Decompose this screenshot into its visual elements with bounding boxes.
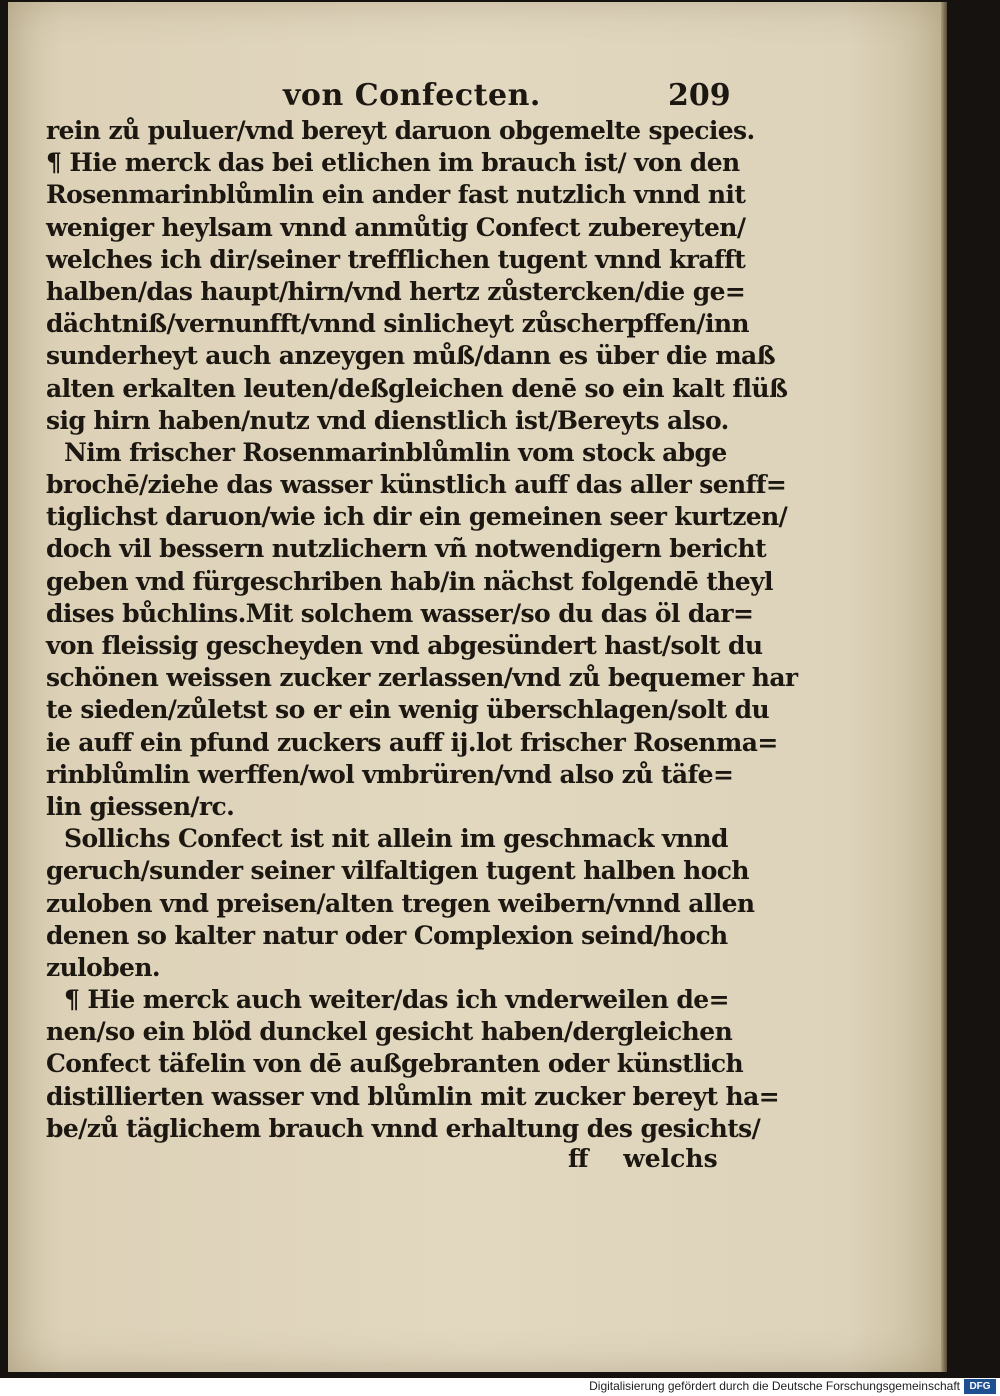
dfg-logo: DFG xyxy=(964,1379,996,1394)
catchword: welchs xyxy=(623,1144,718,1173)
text-line: halben/das haupt/hirn/vnd hertz zůstercken/die ge= xyxy=(46,276,746,306)
text-line: rinblůmlin werffen/wol vmbrüren/vnd also zů täfe= xyxy=(46,759,734,789)
text-line: zuloben vnd preisen/alten tregen weibern/vnnd allen xyxy=(46,888,755,918)
text-line: Rosenmarinblůmlin ein ander fast nutzlich vnnd nit xyxy=(46,180,746,210)
text-line: Nim frischer Rosenmarinblůmlin vom stock abge xyxy=(64,437,727,467)
text-line: weniger heylsam vnnd anmůtig Confect zubereyten/ xyxy=(46,212,746,242)
book-page xyxy=(8,2,941,1372)
text-line: alten erkalten leuten/deßgleichen denē so ein kalt flüß xyxy=(46,373,788,403)
text-line: ie auff ein pfund zuckers auff ij.lot frischer Rosenma= xyxy=(46,727,778,757)
signature-mark: ff xyxy=(568,1144,589,1173)
folio-number: 209 xyxy=(668,78,731,113)
text-line: be/zů täglichem brauch vnnd erhaltung des gesichts/ xyxy=(46,1113,761,1143)
text-line: welches ich dir/seiner trefflichen tugent vnnd krafft xyxy=(46,244,746,274)
text-line: distillierten wasser vnd blůmlin mit zucker bereyt ha= xyxy=(46,1081,780,1111)
text-line: sunderheyt auch anzeygen můß/dann es über die maß xyxy=(46,341,776,371)
text-line: geruch/sunder seiner vilfaltigen tugent halben hoch xyxy=(46,856,749,886)
text-line: ¶ Hie merck auch weiter/das ich vnderweilen de= xyxy=(64,985,729,1015)
text-line: dises bůchlins.Mit solchem wasser/so du das öl dar= xyxy=(46,598,754,628)
text-line: te sieden/zůletst so er ein wenig überschlagen/solt du xyxy=(46,695,770,725)
footer-bar xyxy=(0,1378,1000,1396)
text-line: brochē/ziehe das wasser künstlich auff das aller senff= xyxy=(46,470,787,500)
text-line: nen/so ein blöd dunckel gesicht haben/dergleichen xyxy=(46,1017,733,1047)
text-line: sig hirn haben/nutz vnd dienstlich ist/Bereyts also. xyxy=(46,405,729,435)
page-edge xyxy=(941,2,947,1372)
text-line: denen so kalter natur oder Complexion seind/hoch xyxy=(46,920,728,950)
catchline xyxy=(568,1144,718,1173)
text-line: dächtniß/vernunfft/vnnd sinlicheyt zůscherpffen/inn xyxy=(46,309,750,339)
text-line: zuloben. xyxy=(46,952,161,982)
running-head: von Confecten. xyxy=(283,78,541,113)
text-line: geben vnd fürgeschriben hab/in nächst folgendē theyl xyxy=(46,566,773,596)
text-line: lin giessen/rc. xyxy=(46,791,235,821)
text-line: tiglichst daruon/wie ich dir ein gemeinen seer kurtzen/ xyxy=(46,502,788,532)
text-line: doch vil bessern nutzlichern vñ notwendigern bericht xyxy=(46,534,767,564)
text-line: ¶ Hie merck das bei etlichen im brauch ist/ von den xyxy=(46,148,740,178)
body-text xyxy=(46,115,798,1145)
text-line: schönen weissen zucker zerlassen/vnd zů bequemer har xyxy=(46,663,798,693)
text-line: von fleissig gescheyden vnd abgesündert hast/solt du xyxy=(46,631,763,660)
text-line: Confect täfelin von dē außgebranten oder künstlich xyxy=(46,1049,744,1079)
funding-credit: Digitalisierung gefördert durch die Deutsche Forschungsgemeinschaft xyxy=(589,1379,960,1393)
text-line: rein zů puluer/vnd bereyt daruon obgemelte species. xyxy=(46,116,755,145)
text-line: Sollichs Confect ist nit allein im geschmack vnnd xyxy=(64,824,728,854)
page-header xyxy=(8,76,941,116)
